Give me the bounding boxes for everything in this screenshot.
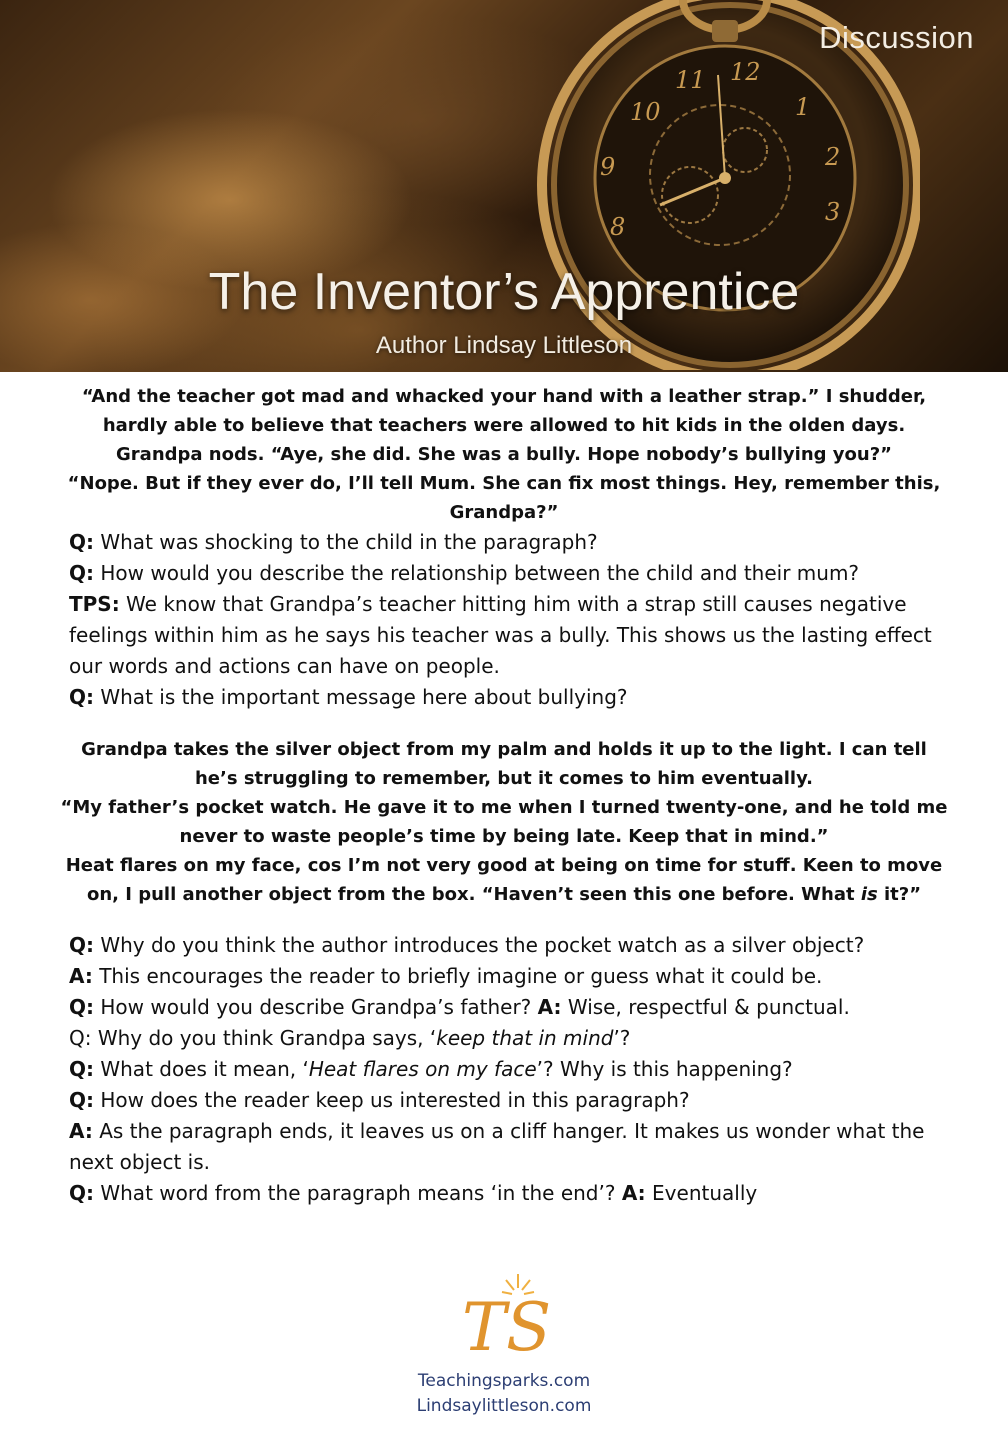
question-item: Q: How does the reader keep us interested in this paragraph?: [69, 1088, 690, 1112]
logo-text: TS: [462, 1289, 552, 1366]
question-label: Q:: [69, 685, 94, 709]
svg-text:12: 12: [730, 58, 761, 86]
tps-label: TPS:: [69, 592, 120, 616]
discussion-questions-2: [69, 930, 949, 1209]
question-label: Q:: [69, 530, 94, 554]
svg-text:1: 1: [795, 93, 811, 121]
excerpt-paragraph: Grandpa nods. “Aye, she did. She was a bully. Hope nobody’s bullying you?”: [116, 444, 892, 465]
question-text: What is the important message here about bullying?: [94, 685, 628, 709]
page-title: The Inventor’s Apprentice: [208, 263, 800, 321]
question-item: Q: What does it mean, ‘Heat flares on my face’? Why is this happening?: [69, 1057, 793, 1081]
question-text: How would you describe the relationship between the child and their mum?: [94, 561, 860, 585]
emphasis: is: [860, 884, 878, 905]
question-item: Q: How would you describe Grandpa’s father? A: Wise, respectful & punctual.: [69, 995, 850, 1019]
discussion-questions-1: [69, 527, 949, 713]
story-excerpt-2: [60, 735, 948, 909]
answer-item: A: This encourages the reader to briefly imagine or guess what it could be.: [69, 964, 823, 988]
tps-text: We know that Grandpa’s teacher hitting him with a strap still causes negative feelings within him as he says his teacher was a bully. This shows us the lasting effect our words and actions can have on people.: [69, 592, 932, 678]
question-item: Q: Why do you think the author introduces the pocket watch as a silver object?: [69, 933, 865, 957]
question-item: [69, 558, 949, 589]
svg-text:8: 8: [610, 213, 626, 241]
story-excerpt-1: [60, 382, 948, 527]
answer-item: A: As the paragraph ends, it leaves us on a cliff hanger. It makes us wonder what the next object is.: [69, 1119, 925, 1174]
tps-item: [69, 589, 949, 682]
question-item: Q: What word from the paragraph means ‘in the end’? A: Eventually: [69, 1181, 758, 1205]
teaching-sparks-logo: [444, 1268, 564, 1368]
question-text: What was shocking to the child in the paragraph?: [94, 530, 598, 554]
excerpt-paragraph: “And the teacher got mad and whacked your hand with a leather strap.” I shudder, hardly able to believe that teachers were allowed to hit kids in the olden days.: [81, 386, 927, 436]
excerpt-paragraph: Heat flares on my face, cos I’m not very good at being on time for stuff. Keen to move on, I pull another object from the box. “Haven’t seen this one before. What is it?”: [65, 855, 943, 905]
question-item: Q: Why do you think Grandpa says, ‘keep that in mind’?: [69, 1026, 631, 1050]
question-label: Q:: [69, 561, 94, 585]
discussion-tag: Discussion: [819, 20, 974, 55]
question-item: [69, 527, 949, 558]
svg-text:9: 9: [600, 153, 616, 181]
excerpt-paragraph: Grandpa takes the silver object from my palm and holds it up to the light. I can tell he’s struggling to remember, but it comes to him eventually.: [81, 739, 927, 789]
author-subtitle: Author Lindsay Littleson: [375, 332, 633, 359]
excerpt-paragraph: “My father’s pocket watch. He gave it to me when I turned twenty-one, and he told me never to waste people’s time by being late. Keep that in mind.”: [60, 797, 948, 847]
footer-link-teachingsparks[interactable]: Teachingsparks.com: [417, 1371, 591, 1391]
svg-text:3: 3: [825, 198, 841, 226]
svg-text:11: 11: [675, 66, 706, 94]
question-item: [69, 682, 949, 713]
svg-text:2: 2: [825, 143, 841, 171]
hero-banner: [0, 0, 1008, 372]
footer-link-lindsaylittleson[interactable]: Lindsaylittleson.com: [416, 1396, 592, 1416]
excerpt-paragraph: “Nope. But if they ever do, I’ll tell Mum. She can fix most things. Hey, remember this, Grandpa?”: [67, 473, 941, 523]
svg-text:10: 10: [630, 98, 661, 126]
